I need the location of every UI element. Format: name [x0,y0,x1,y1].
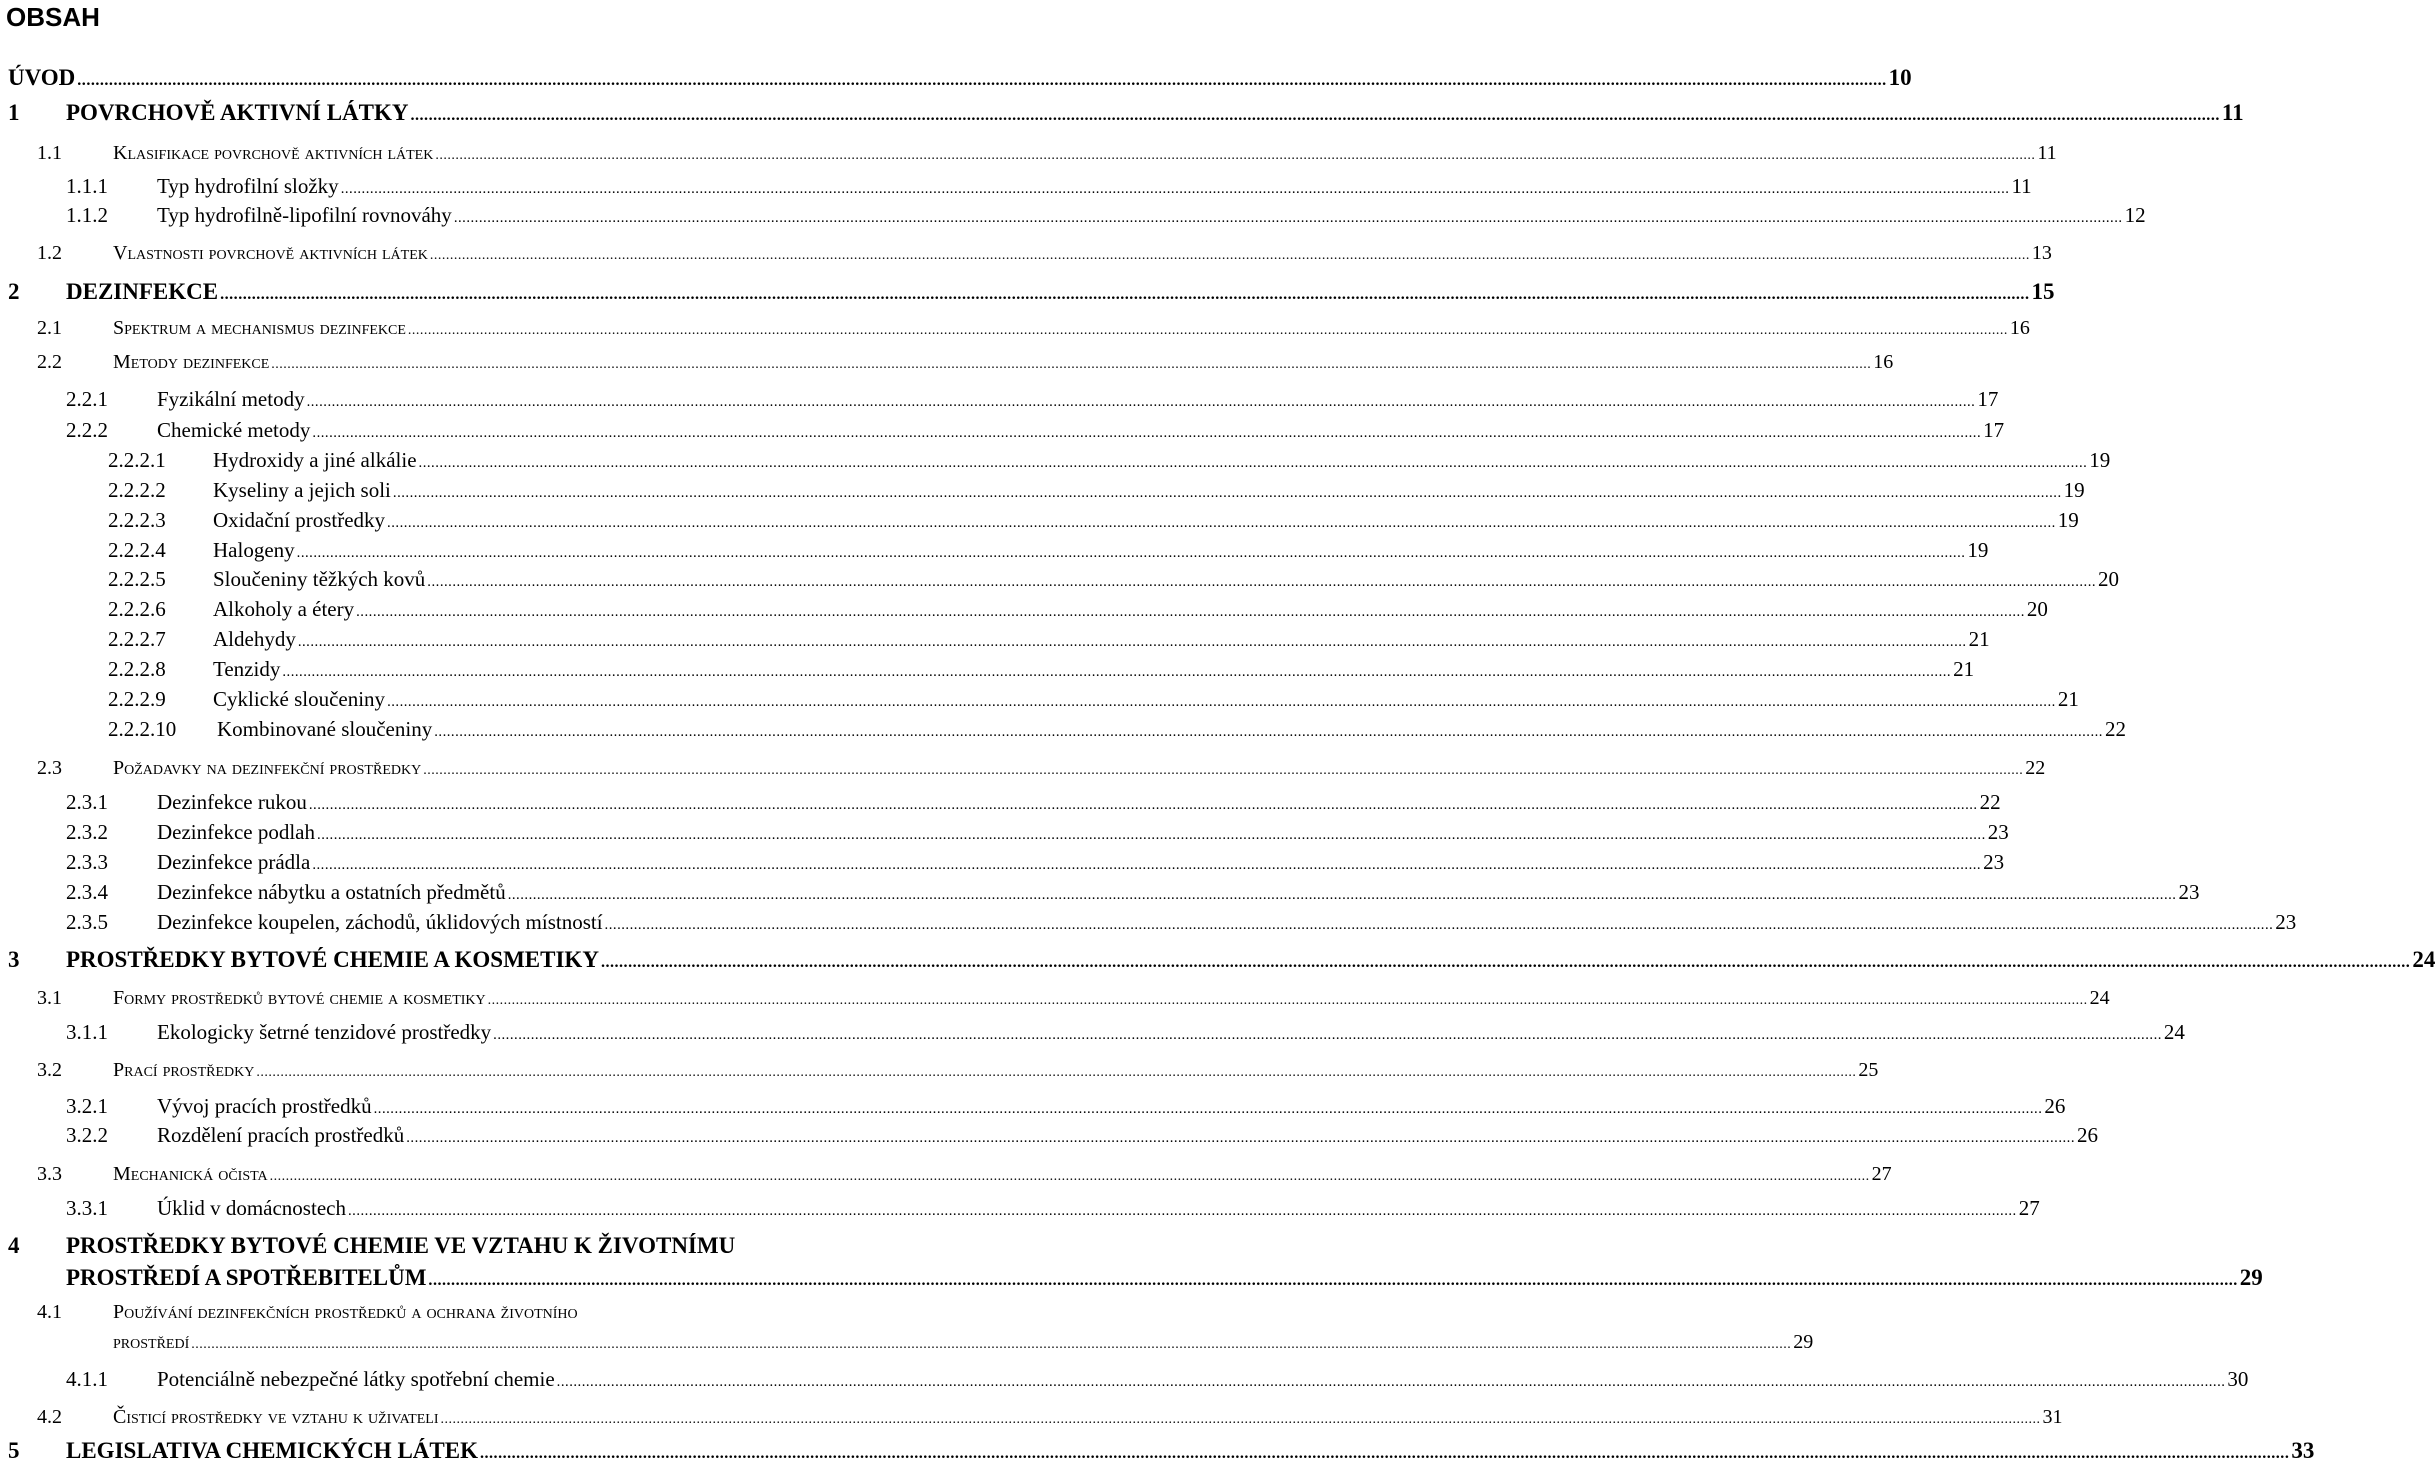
toc-entry-page: 26 [2077,1123,2098,1147]
toc-entry[interactable] [0,275,2055,305]
toc-entry-title: Dezinfekce prádla [157,850,311,874]
toc-entry-title: Kyseliny a jejich soli [213,478,391,502]
toc-entry-page: 19 [2063,478,2085,502]
toc-entry-page: 21 [1968,627,1990,651]
toc-entry-title: Fyzikální metody [157,387,305,411]
toc-entry[interactable] [0,1052,1879,1082]
dot-leader: ................................................................................................................................................................................................................................................................................................................................................................................................................ [435,148,2036,163]
toc-entry-page: 11 [2011,174,2032,198]
toc-entry-number: 2.2.2.6 [108,597,166,621]
toc-entry-title: DEZINFEKCE [66,279,219,304]
toc-entry[interactable] [0,652,1975,682]
toc-entry-page: 26 [2044,1094,2066,1118]
dot-leader: ................................................................................................................................................................................................................................................................................................................................................................................................................ [356,604,2025,620]
toc-entry-title: Prací prostředky [113,1059,255,1081]
toc-entry-page: 17 [1977,387,1999,411]
dot-leader: ................................................................................................................................................................................................................................................................................................................................................................................................................ [418,455,2088,471]
toc-entry-title: Sloučeniny těžkých kovů [213,567,426,591]
toc-entry[interactable] [0,980,2110,1010]
toc-entry-page: 23 [1987,820,2009,844]
toc-entry-page: 24 [2089,987,2110,1009]
toc-entry[interactable] [0,1301,1814,1354]
toc-entry-title: Aldehydy [213,627,296,651]
toc-entry-number: 4 [8,1233,20,1258]
toc-entry[interactable] [0,473,2085,503]
toc-entry[interactable] [0,905,2297,935]
toc-entry-number: 5 [8,1438,20,1463]
toc-entry-title: PROSTŘEDKY BYTOVÉ CHEMIE A KOSMETIKY [66,947,599,972]
dot-leader: ................................................................................................................................................................................................................................................................................................................................................................................................................ [434,724,2103,740]
toc-entry-title: Typ hydrofilní složky [157,174,339,198]
toc-entry-title: Formy prostředků bytové chemie a kosmetiky [113,987,486,1009]
toc-entry-number: 1.1.2 [66,203,108,227]
toc-entry[interactable] [0,61,1912,91]
toc-entry[interactable] [0,382,1999,412]
toc-entry[interactable] [0,533,1989,563]
toc-entry-title: Hydroxidy a jiné alkálie [213,448,417,472]
toc-entry-page: 21 [2057,687,2079,711]
toc-entry-page: 29 [2239,1265,2263,1290]
toc-entry-page: 25 [1858,1059,1879,1081]
toc-entry-title: Mechanická očista [113,1163,268,1185]
toc-entry-page: 24 [2412,947,2435,972]
toc-entry[interactable] [0,443,2111,473]
toc-entry-page: 29 [1793,1331,1814,1353]
toc-entry-number: 3.2.2 [66,1123,108,1147]
dot-leader: ................................................................................................................................................................................................................................................................................................................................................................................................................ [271,357,1872,372]
toc-entry[interactable] [0,1156,1892,1186]
dot-leader: ................................................................................................................................................................................................................................................................................................................................................................................................................ [312,857,1982,873]
toc-entry[interactable] [0,1015,2185,1045]
toc-entry-title-line1: PROSTŘEDKY BYTOVÉ CHEMIE VE VZTAHU K ŽIVOTNÍMU [66,1233,736,1258]
dot-leader: ................................................................................................................................................................................................................................................................................................................................................................................................................ [191,1337,1792,1352]
toc-entry-title: Dezinfekce nábytku a ostatních předmětů [157,880,506,904]
toc-entry[interactable] [0,503,2079,533]
toc-entry-number: 1 [8,100,20,125]
dot-leader: ................................................................................................................................................................................................................................................................................................................................................................................................................ [556,1374,2226,1390]
toc-entry-title: Chemické metody [157,418,311,442]
toc-entry-title: PROSTŘEDÍ A SPOTŘEBITELŮM [66,1265,427,1290]
toc-entry-page: 24 [2163,1020,2185,1044]
dot-leader: ................................................................................................................................................................................................................................................................................................................................................................................................................ [306,394,1976,410]
toc-entry[interactable] [0,1118,2098,1148]
toc-entry-page: 33 [2291,1438,2315,1463]
dot-leader: ................................................................................................................................................................................................................................................................................................................................................................................................................ [220,286,2030,303]
toc-entry-number: 2.2.2.3 [108,508,166,532]
dot-leader: ................................................................................................................................................................................................................................................................................................................................................................................................................ [440,1412,2041,1427]
toc-entry-number: 2.3.4 [66,880,108,904]
dot-leader: ................................................................................................................................................................................................................................................................................................................................................................................................................ [493,1027,2162,1043]
toc-entry-page: 11 [2221,100,2244,125]
toc-entry-title: Vlastnosti povrchově aktivních látek [113,242,428,264]
dot-leader: ................................................................................................................................................................................................................................................................................................................................................................................................................ [347,1203,2017,1219]
toc-entry-number: 3.2 [37,1059,62,1081]
toc-entry-page: 16 [1873,351,1894,373]
toc-entry-page: 23 [1983,850,2005,874]
dot-leader: ................................................................................................................................................................................................................................................................................................................................................................................................................ [479,1445,2290,1462]
toc-entry-page: 15 [2031,279,2055,304]
toc-entry-page: 27 [1871,1163,1892,1185]
toc-entry-number: 2.3 [37,757,62,779]
toc-entry-number: 1.1 [37,142,62,164]
toc-entry[interactable] [0,1362,2249,1392]
toc-entry[interactable] [0,592,2048,622]
toc-entry-number: 2.3.3 [66,850,108,874]
dot-leader: ................................................................................................................................................................................................................................................................................................................................................................................................................ [410,107,2220,124]
toc-entry-number: 3 [8,947,20,972]
toc-entry-number: 2.2.2.9 [108,687,166,711]
toc-entry[interactable] [0,1434,2315,1464]
toc-entry[interactable] [0,413,2005,443]
toc-entry-title: Rozdělení pracích prostředků [157,1123,405,1147]
toc-entry-number: 2.2.2 [66,418,108,442]
toc-entry-number: 1.2 [37,242,62,264]
toc-entry-number: 2.2.2.1 [108,448,166,472]
toc-entry[interactable] [0,96,2244,126]
dot-leader: ................................................................................................................................................................................................................................................................................................................................................................................................................ [407,323,2008,338]
toc-entry-number: 2.2.2.7 [108,627,166,651]
toc-entry-title: Čisticí prostředky ve vztahu k uživateli [113,1406,439,1428]
dot-leader: ................................................................................................................................................................................................................................................................................................................................................................................................................ [423,763,2024,778]
toc-entry-title: Úklid v domácnostech [157,1196,346,1220]
toc-entry-title: prostředí [113,1331,190,1353]
toc-entry-title: Vývoj pracích prostředků [157,1094,372,1118]
dot-leader: ................................................................................................................................................................................................................................................................................................................................................................................................................ [317,827,1986,843]
toc-entry-title: Typ hydrofilně-lipofilní rovnováhy [157,203,452,227]
toc-entry-page: 31 [2042,1406,2063,1428]
toc-entry-page: 23 [2178,880,2200,904]
dot-leader: ................................................................................................................................................................................................................................................................................................................................................................................................................ [340,181,2010,197]
toc-entry-number: 4.1.1 [66,1367,108,1391]
toc-entry[interactable] [0,943,2435,973]
toc-entry-number: 2.3.2 [66,820,108,844]
dot-leader: ................................................................................................................................................................................................................................................................................................................................................................................................................ [392,485,2062,501]
toc-entry[interactable] [0,235,2052,265]
toc-entry[interactable] [0,682,2079,712]
toc-entry-number: 2 [8,279,20,304]
dot-leader: ................................................................................................................................................................................................................................................................................................................................................................................................................ [406,1130,2075,1146]
toc-entry-title: ÚVOD [8,65,76,90]
toc-entry-title: Halogeny [213,538,295,562]
toc-entry[interactable] [0,344,1894,374]
page-title: OBSAH [6,2,100,32]
toc-entry[interactable] [0,785,2001,815]
toc-entry[interactable] [0,815,2009,845]
dot-leader: ................................................................................................................................................................................................................................................................................................................................................................................................................ [373,1101,2043,1117]
toc-entry-number: 3.2.1 [66,1094,108,1118]
toc-entry-number: 3.1 [37,987,62,1009]
toc-entry-page: 11 [2037,142,2057,164]
toc-entry-title: Oxidační prostředky [213,508,386,532]
dot-leader: ................................................................................................................................................................................................................................................................................................................................................................................................................ [296,545,1966,561]
toc-entry-number: 2.2.2.5 [108,567,166,591]
toc-entry[interactable] [0,1089,2066,1119]
toc-entry-title-line1: Používání dezinfekčních prostředků a ochrana životního [113,1301,578,1323]
toc-entry-number: 4.1 [37,1301,62,1323]
toc-entry-title: Spektrum a mechanismus dezinfekce [113,317,406,339]
toc-entry-number: 2.2.2.8 [108,657,166,681]
toc-entry[interactable] [0,845,2005,875]
dot-leader: ................................................................................................................................................................................................................................................................................................................................................................................................................ [387,694,2056,710]
dot-leader: ................................................................................................................................................................................................................................................................................................................................................................................................................ [600,954,2411,971]
toc-entry-title: Kombinované sloučeniny [217,717,433,741]
dot-leader: ................................................................................................................................................................................................................................................................................................................................................................................................................ [297,634,1967,650]
toc-entry-title: LEGISLATIVA CHEMICKÝCH LÁTEK [66,1438,478,1463]
toc-entry[interactable] [0,1191,2040,1221]
dot-leader: ................................................................................................................................................................................................................................................................................................................................................................................................................ [282,664,1952,680]
dot-leader: ................................................................................................................................................................................................................................................................................................................................................................................................................ [453,210,2123,226]
toc-entry[interactable] [0,875,2200,905]
toc-entry-number: 2.3.5 [66,910,108,934]
toc-entry-page: 13 [2031,242,2052,264]
dot-leader: ................................................................................................................................................................................................................................................................................................................................................................................................................ [604,917,2274,933]
toc-entry-number: 1.1.1 [66,174,108,198]
toc-entry-page: 20 [2098,567,2120,591]
dot-leader: ................................................................................................................................................................................................................................................................................................................................................................................................................ [507,887,2177,903]
toc-entry-title: Tenzidy [213,657,281,681]
toc-entry-number: 3.3 [37,1163,62,1185]
toc-entry-title: Dezinfekce rukou [157,790,307,814]
toc-entry-title: Metody dezinfekce [113,351,270,373]
toc-entry-page: 21 [1953,657,1975,681]
toc-entry-page: 10 [1888,65,1912,90]
dot-leader: ................................................................................................................................................................................................................................................................................................................................................................................................................ [427,574,2097,590]
toc-entry-title: Dezinfekce koupelen, záchodů, úklidových místností [157,910,603,934]
toc-entry-number: 2.1 [37,317,62,339]
toc-entry[interactable] [0,562,2120,592]
dot-leader: ................................................................................................................................................................................................................................................................................................................................................................................................................ [269,1169,1870,1184]
toc-entry-title: POVRCHOVĚ AKTIVNÍ LÁTKY [66,100,409,125]
dot-leader: ................................................................................................................................................................................................................................................................................................................................................................................................................ [77,72,1887,89]
dot-leader: ................................................................................................................................................................................................................................................................................................................................................................................................................ [308,797,1978,813]
toc-entry-number: 2.2.1 [66,387,108,411]
dot-leader: ................................................................................................................................................................................................................................................................................................................................................................................................................ [312,425,1982,441]
toc-entry-page: 23 [2275,910,2297,934]
dot-leader: ................................................................................................................................................................................................................................................................................................................................................................................................................ [428,1272,2238,1289]
toc-entry-number: 2.2.2.2 [108,478,166,502]
toc-entry[interactable] [0,169,2032,199]
toc-entry-number: 3.3.1 [66,1196,108,1220]
toc-entry-page: 19 [2057,508,2079,532]
toc-entry[interactable] [0,310,2030,340]
toc-entry[interactable] [0,1399,2063,1429]
toc-entry-number: 4.2 [37,1406,62,1428]
toc-entry[interactable] [0,622,1990,652]
toc-entry-title: Klasifikace povrchově aktivních látek [113,142,434,164]
toc-entry-page: 16 [2009,317,2030,339]
toc-entry-title: Potenciálně nebezpečné látky spotřební chemie [157,1367,555,1391]
toc-entry-page: 27 [2018,1196,2040,1220]
toc-entry-title: Alkoholy a étery [213,597,355,621]
toc-entry-title: Dezinfekce podlah [157,820,316,844]
toc-entry[interactable] [0,712,2126,742]
toc-entry[interactable] [0,198,2146,228]
toc-entry-page: 17 [1983,418,2005,442]
toc-entry-title: Ekologicky šetrné tenzidové prostředky [157,1020,492,1044]
toc-entry-number: 2.3.1 [66,790,108,814]
dot-leader: ................................................................................................................................................................................................................................................................................................................................................................................................................ [387,515,2056,531]
toc-entry-page: 19 [1967,538,1989,562]
toc-entry-number: 3.1.1 [66,1020,108,1044]
toc-entry-page: 22 [2025,757,2046,779]
toc-entry-page: 22 [2104,717,2126,741]
toc-entry[interactable] [0,750,2046,780]
dot-leader: ................................................................................................................................................................................................................................................................................................................................................................................................................ [487,993,2088,1008]
toc-entry-number: 2.2.2.10 [108,717,177,741]
dot-leader: ................................................................................................................................................................................................................................................................................................................................................................................................................ [256,1065,1857,1080]
toc-entry-page: 12 [2124,203,2146,227]
dot-leader: ................................................................................................................................................................................................................................................................................................................................................................................................................ [429,248,2030,263]
toc-entry-page: 20 [2026,597,2048,621]
toc-entry-title: Cyklické sloučeniny [213,687,386,711]
toc-entry-page: 19 [2089,448,2111,472]
toc-entry-page: 30 [2227,1367,2249,1391]
toc-entry-number: 2.2.2.4 [108,538,166,562]
toc-entry-number: 2.2 [37,351,62,373]
toc-entry[interactable] [0,1233,2263,1291]
toc-entry[interactable] [0,135,2057,165]
toc-entry-title: Požadavky na dezinfekční prostředky [113,757,422,779]
toc-entry-page: 22 [1979,790,2001,814]
